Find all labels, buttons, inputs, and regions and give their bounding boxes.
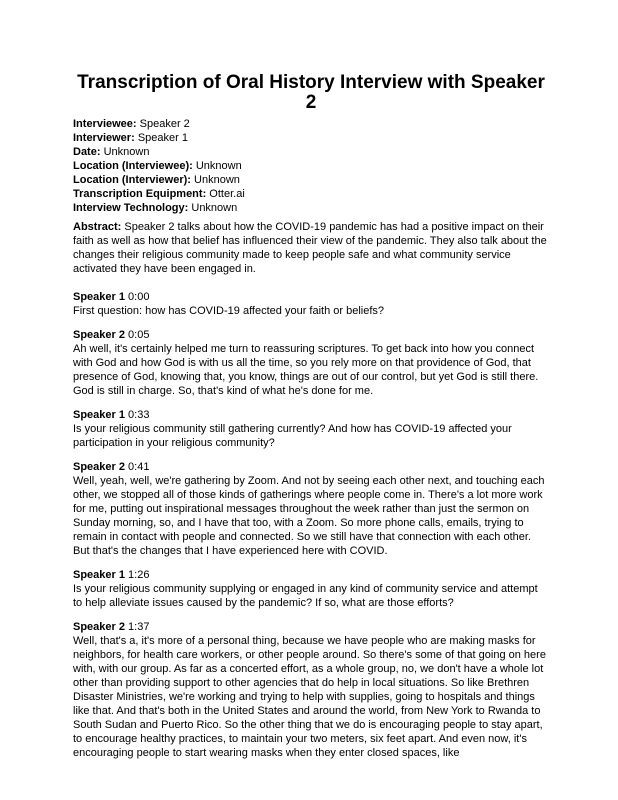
metadata-value: Unknown — [195, 160, 242, 172]
speaker-name: Speaker 1 — [73, 569, 125, 581]
speaker-name: Speaker 1 — [73, 409, 125, 421]
transcript-block — [73, 328, 549, 398]
utterance-text: Ah well, it's certainly helped me turn to reassuring scriptures. To get back into how you connect with God and how God is with us all the time, so you rely more on that providence of God, that presence of God, knowing that, you know, things are out of our control, but yet God is still there. God is still in charge. So, that's kind of what he's done for me. — [73, 343, 539, 397]
timestamp: 1:26 — [128, 569, 150, 581]
document-title: Transcription of Oral History Interview with Speaker 2 — [77, 72, 545, 113]
metadata-value: Unknown — [103, 146, 150, 158]
metadata-line — [73, 145, 549, 159]
abstract-label: Abstract: — [73, 221, 122, 233]
speaker-line — [73, 620, 549, 634]
abstract-text: Speaker 2 talks about how the COVID-19 pandemic has had a positive impact on their faith as well as how that belief has influenced their view of the pandemic. They also talk about the changes their religious community made to keep people safe and what community service activated they have been engaged in. — [73, 221, 547, 275]
metadata-label: Location (Interviewer): — [73, 174, 191, 186]
transcript-block — [73, 290, 549, 318]
timestamp: 0:41 — [128, 461, 150, 473]
transcript-block — [73, 568, 549, 610]
metadata-line — [73, 131, 549, 145]
metadata-value: Speaker 1 — [137, 132, 188, 144]
speaker-name: Speaker 2 — [73, 329, 125, 341]
speaker-line — [73, 290, 549, 304]
abstract-paragraph — [73, 220, 549, 276]
transcript-block — [73, 408, 549, 450]
document-content — [73, 73, 549, 760]
metadata-line — [73, 187, 549, 201]
metadata-line — [73, 201, 549, 215]
timestamp: 0:00 — [128, 291, 150, 303]
metadata-value: Otter.ai — [209, 188, 245, 200]
speaker-line — [73, 328, 549, 342]
speaker-line — [73, 460, 549, 474]
timestamp: 0:05 — [128, 329, 150, 341]
metadata-value: Unknown — [194, 174, 240, 186]
metadata-section — [73, 117, 549, 215]
speaker-name: Speaker 1 — [73, 291, 125, 303]
metadata-line — [73, 159, 549, 173]
utterance-text: Well, that's a, it's more of a personal thing, because we have people who are making masks for neighbors, for health care workers, or other people around. So there's some of that going on here with, with our group. As far as a concerted effort, as a whole group, no, we don't have a whole lot other than providing support to other agencies that do help in local situations. So like Brethren Disaster Ministries, we're working and trying to help with supplies, going to hospitals and things like that. And that's both in the United States and around the world, from New York to Rwanda to South Sudan and Puerto Rico. So the other thing that we do is encouraging people to stay apart, to encourage healthy practices, to maintain your two meters, six feet apart. And even now, it's encouraging people to start wearing masks when they enter closed spaces, like — [73, 635, 546, 759]
metadata-value: Speaker 2 — [139, 118, 190, 130]
timestamp: 0:33 — [128, 409, 150, 421]
metadata-label: Date: — [73, 146, 101, 158]
speaker-line — [73, 408, 549, 422]
speaker-line — [73, 568, 549, 582]
utterance-text: First question: how has COVID-19 affected your faith or beliefs? — [73, 305, 385, 317]
transcript-block — [73, 460, 549, 558]
metadata-label: Interviewee: — [73, 118, 137, 130]
speaker-name: Speaker 2 — [73, 621, 125, 633]
metadata-label: Transcription Equipment: — [73, 188, 207, 200]
transcript-block — [73, 620, 549, 760]
timestamp: 1:37 — [128, 621, 150, 633]
speaker-name: Speaker 2 — [73, 461, 125, 473]
utterance-text: Is your religious community supplying or engaged in any kind of community service and attempt to help alleviate issues caused by the pandemic? If so, what are those efforts? — [73, 583, 538, 609]
metadata-line — [73, 173, 549, 187]
metadata-value: Unknown — [191, 202, 238, 214]
metadata-label: Interviewer: — [73, 132, 135, 144]
metadata-line — [73, 117, 549, 131]
utterance-text: Is your religious community still gathering currently? And how has COVID-19 affected your participation in your religious community? — [73, 423, 512, 449]
transcript-section — [73, 290, 549, 760]
utterance-text: Well, yeah, well, we're gathering by Zoom. And not by seeing each other next, and touching each other, we stopped all of those kinds of gatherings where people come in. There's a lot more work for me, putting out inspirational messages throughout the week rather than just the sermon on Sunday morning, so, and I have that too, with a Zoom. So more phone calls, emails, trying to remain in contact with people and connected. So we still have that connection with each other. But that's the changes that I have experienced here with COVID. — [73, 475, 545, 557]
metadata-label: Interview Technology: — [73, 202, 189, 214]
metadata-label: Location (Interviewee): — [73, 160, 193, 172]
